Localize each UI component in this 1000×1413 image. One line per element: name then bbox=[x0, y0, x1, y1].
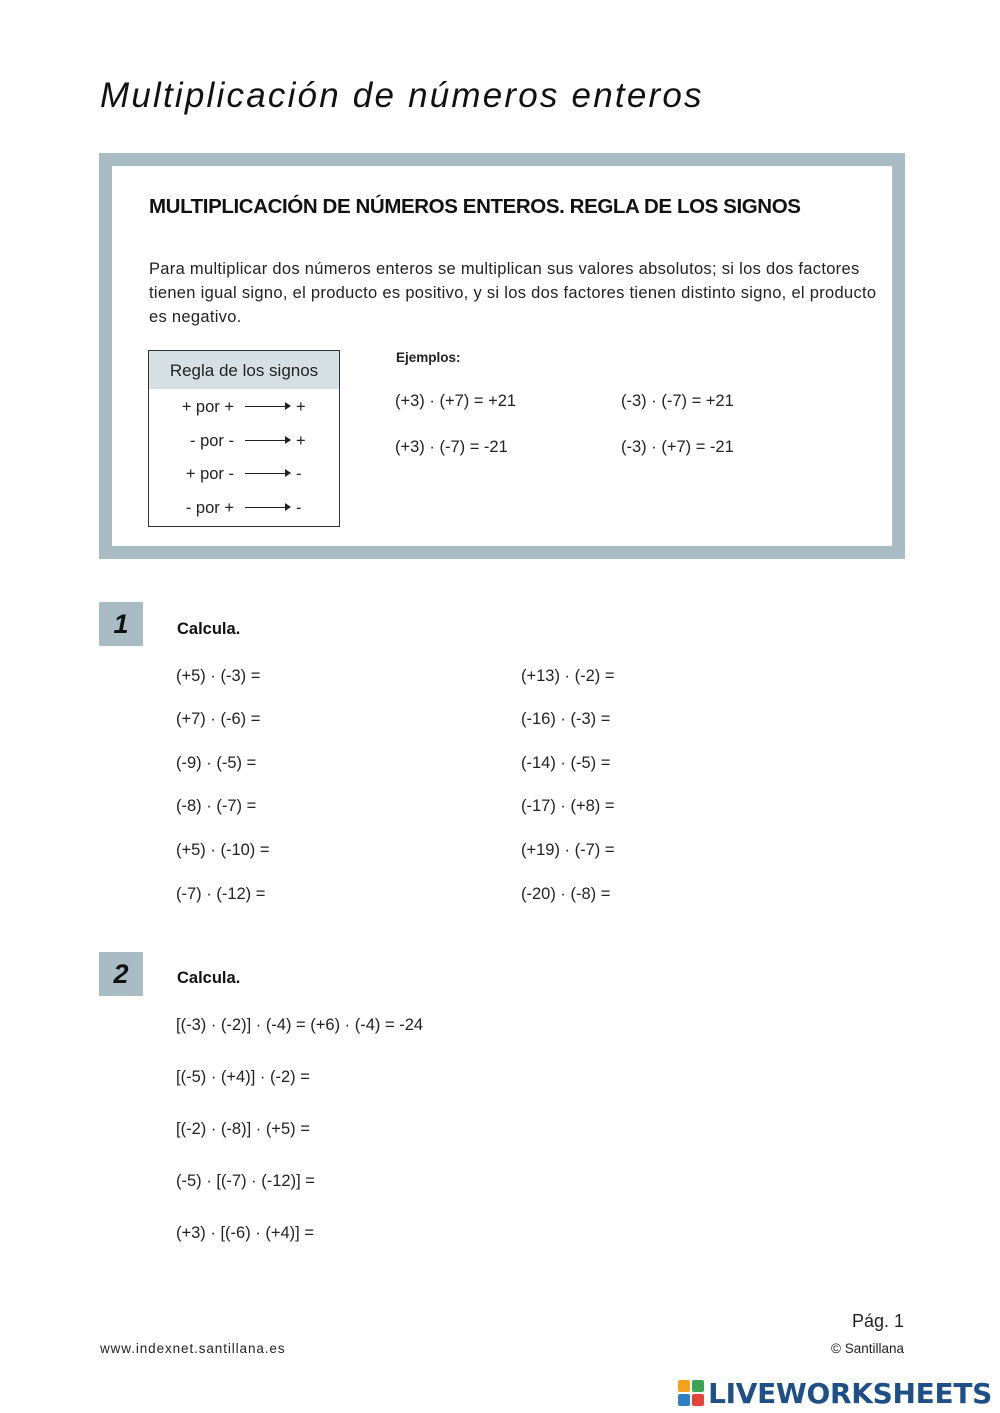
exercise-item: (-9) · (-5) = bbox=[176, 754, 257, 772]
exercise-item: (+5) · (-3) = bbox=[176, 667, 261, 685]
exercise-item: (-7) · (-12) = bbox=[176, 885, 266, 903]
exercise-item: [(-2) · (-8)] · (+5) = bbox=[176, 1120, 310, 1138]
exercise-item: (-5) · [(-7) · (-12)] = bbox=[176, 1172, 315, 1190]
exercise-item: (-14) · (-5) = bbox=[521, 754, 611, 772]
rule-box-paragraph: Para multiplicar dos números enteros se multiplican sus valores absolutos; si los dos factores tienen igual signo, el producto es positivo, y si los dos factores tienen distinto signo, el producto es negativo. bbox=[149, 260, 877, 326]
exercise-item: (-20) · (-8) = bbox=[521, 885, 611, 903]
sign-row-rhs: + bbox=[296, 398, 306, 416]
arrowhead-icon bbox=[285, 402, 291, 410]
example-item: (-3) · (-7) = +21 bbox=[621, 392, 734, 410]
arrowhead-icon bbox=[285, 436, 291, 444]
footer-url: www.indexnet.santillana.es bbox=[100, 1341, 286, 1356]
sign-row-lhs: - por + bbox=[185, 499, 234, 517]
page-title: Multiplicación de números enteros bbox=[100, 76, 704, 115]
arrowhead-icon bbox=[285, 469, 291, 477]
exercise-instruction: Calcula. bbox=[177, 969, 241, 987]
sign-row bbox=[149, 429, 339, 453]
arrowhead-icon bbox=[285, 503, 291, 511]
exercise-number-badge: 2 bbox=[99, 952, 143, 996]
liveworksheets-logo-text: LIVEWORKSHEETS bbox=[708, 1376, 992, 1410]
examples-label: Ejemplos: bbox=[396, 350, 461, 365]
sign-row-rhs: + bbox=[296, 432, 306, 450]
sign-row-rhs: - bbox=[296, 465, 302, 483]
exercise-item: (-8) · (-7) = bbox=[176, 797, 257, 815]
exercise-item: (+13) · (-2) = bbox=[521, 667, 615, 685]
sign-row bbox=[149, 496, 339, 520]
arrow-right-icon bbox=[245, 473, 289, 474]
exercise-item: (-16) · (-3) = bbox=[521, 710, 611, 728]
footer-copyright: © Santillana bbox=[831, 1341, 904, 1356]
arrow-right-icon bbox=[245, 507, 289, 508]
exercise-item: (+19) · (-7) = bbox=[521, 841, 615, 859]
sign-row-rhs: - bbox=[296, 499, 302, 517]
example-item: (+3) · (+7) = +21 bbox=[395, 392, 517, 410]
exercise-item: (+5) · (-10) = bbox=[176, 841, 270, 859]
sign-row bbox=[149, 395, 339, 419]
exercise-item: (+7) · (-6) = bbox=[176, 710, 261, 728]
sign-row-lhs: + por - bbox=[185, 465, 234, 483]
liveworksheets-logo[interactable] bbox=[678, 1378, 992, 1408]
exercise-item: (+3) · [(-6) · (+4)] = bbox=[176, 1224, 314, 1242]
arrow-right-icon bbox=[245, 440, 289, 441]
example-item: (+3) · (-7) = -21 bbox=[395, 438, 508, 456]
exercise-item: [(-3) · (-2)] · (-4) = (+6) · (-4) = -24 bbox=[176, 1016, 424, 1034]
signs-table bbox=[148, 350, 340, 527]
liveworksheets-icon bbox=[678, 1380, 704, 1406]
page-number: Pág. 1 bbox=[851, 1311, 904, 1331]
exercise-item: [(-5) · (+4)] · (-2) = bbox=[176, 1068, 310, 1086]
sign-row bbox=[149, 462, 339, 486]
exercise-instruction: Calcula. bbox=[177, 620, 241, 638]
exercise-number-badge: 1 bbox=[99, 602, 143, 646]
signs-table-header: Regla de los signos bbox=[149, 351, 339, 389]
rule-box-heading: MULTIPLICACIÓN DE NÚMEROS ENTEROS. REGLA DE LOS SIGNOS bbox=[149, 195, 801, 218]
exercise-item: (-17) · (+8) = bbox=[521, 797, 615, 815]
sign-row-lhs: + por + bbox=[181, 398, 234, 416]
example-item: (-3) · (+7) = -21 bbox=[621, 438, 734, 456]
arrow-right-icon bbox=[245, 406, 289, 407]
sign-row-lhs: - por - bbox=[189, 432, 234, 450]
